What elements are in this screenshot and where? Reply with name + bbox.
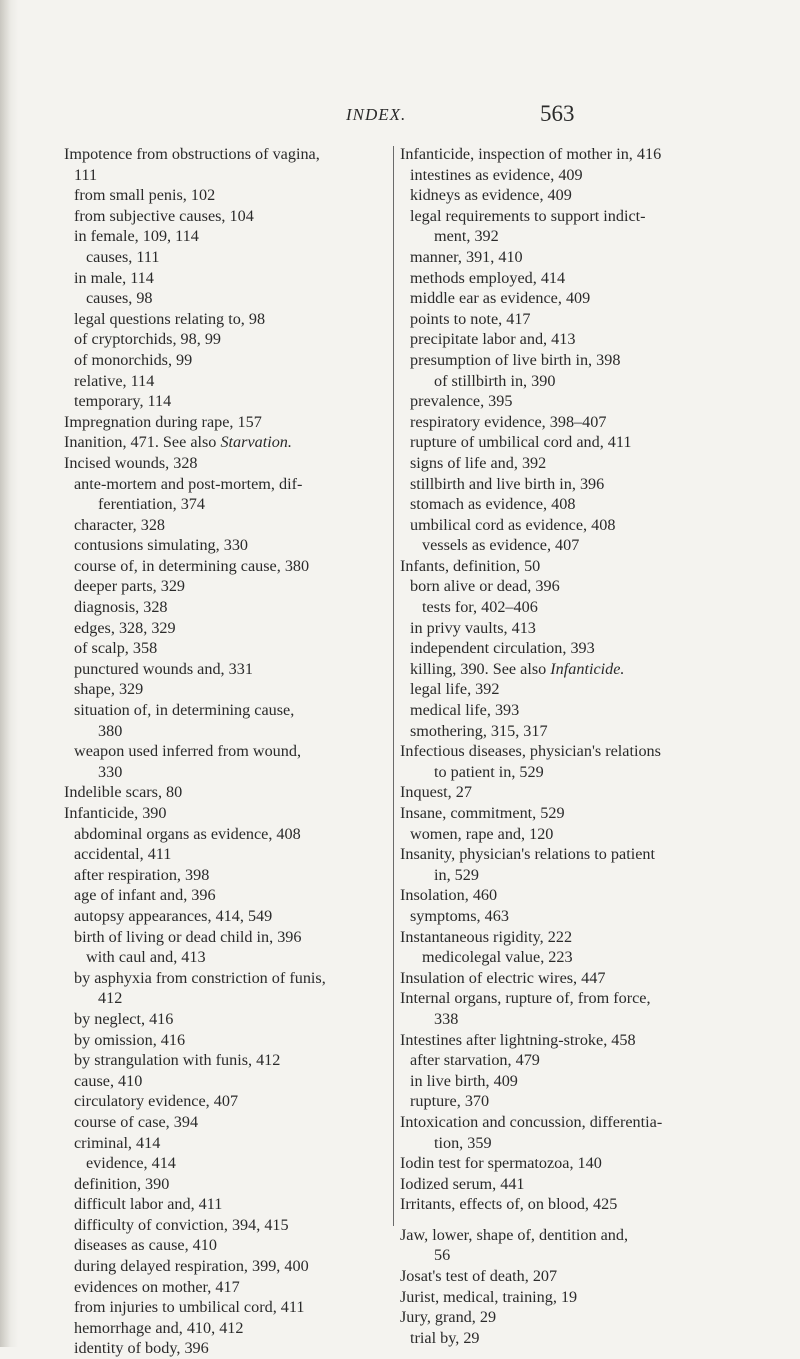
- index-entry-text: methods employed, 414: [410, 268, 566, 287]
- index-entry: [64, 679, 409, 700]
- index-entry-text: in female, 109, 114: [74, 227, 199, 246]
- index-entry-text: causes, 98: [86, 289, 153, 308]
- index-entry: [64, 927, 409, 948]
- index-entry: [64, 844, 409, 865]
- running-title: INDEX.: [346, 105, 407, 124]
- index-entry-text: stillbirth and live birth in, 396: [410, 474, 605, 493]
- index-entry: [64, 391, 409, 412]
- index-entry: [64, 247, 409, 268]
- index-entry-text: Jurist, medical, training, 19: [400, 1287, 578, 1306]
- index-entry: [64, 1318, 409, 1339]
- index-entry: [400, 247, 750, 268]
- index-entry: [64, 947, 409, 968]
- index-entry-text: abdominal organs as evidence, 408: [74, 824, 301, 843]
- index-entry: [64, 329, 409, 350]
- index-entry: [64, 412, 409, 433]
- index-entry-text: age of infant and, 396: [74, 886, 216, 905]
- index-entry: [400, 721, 750, 742]
- index-entry-text: tion, 359: [434, 1133, 492, 1152]
- index-entry: [400, 1133, 750, 1154]
- index-entry: [64, 1297, 409, 1318]
- index-entry: [400, 1153, 750, 1174]
- index-entry-text: signs of life and, 392: [410, 453, 547, 472]
- index-entry-text: Intestines after lightning-stroke, 458: [400, 1030, 636, 1049]
- index-entry-text: course of, in determining cause, 380: [74, 556, 310, 575]
- index-column-left: [64, 144, 409, 1359]
- index-entry-text: of stillbirth in, 390: [434, 371, 556, 390]
- index-entry-text: trial by, 29: [410, 1328, 480, 1347]
- index-entry: [400, 1091, 750, 1112]
- index-entry-text: Infants, definition, 50: [400, 556, 541, 575]
- index-entry: [400, 185, 750, 206]
- index-entry: [64, 1091, 409, 1112]
- column-divider: [393, 146, 394, 1226]
- index-entry-text: 56: [434, 1246, 451, 1265]
- index-entry-text: in, 529: [434, 865, 479, 884]
- index-entry-text: by strangulation with funis, 412: [74, 1051, 281, 1070]
- index-entry: [400, 1112, 750, 1133]
- index-entry-text: women, rape and, 120: [410, 824, 554, 843]
- index-entry-text: Incised wounds, 328: [64, 453, 198, 472]
- index-entry-text: manner, 391, 410: [410, 247, 523, 266]
- index-entry: [64, 474, 409, 495]
- index-entry: [64, 226, 409, 247]
- index-entry-text: with caul and, 413: [86, 948, 206, 967]
- index-entry-text: stomach as evidence, 408: [410, 495, 576, 514]
- index-entry-text: Iodin test for spermatozoa, 140: [400, 1154, 602, 1173]
- index-entry-text: Insulation of electric wires, 447: [400, 968, 606, 987]
- index-entry: [400, 576, 750, 597]
- index-entry-text: legal requirements to support indict-: [410, 206, 646, 225]
- index-entry-text: Intoxication and concussion, differentia-: [400, 1112, 663, 1131]
- index-entry: [400, 844, 750, 865]
- index-entry-text: Josat's test of death, 207: [400, 1267, 558, 1286]
- index-entry-text: intestines as evidence, 409: [410, 165, 583, 184]
- index-entry: [64, 432, 409, 453]
- index-entry-text: Jury, grand, 29: [400, 1308, 497, 1327]
- index-entry: [64, 1235, 409, 1256]
- index-entry-text: accidental, 411: [74, 845, 172, 864]
- index-entry: [400, 597, 750, 618]
- index-entry: [64, 535, 409, 556]
- index-entry: [400, 638, 750, 659]
- index-entry: [400, 1225, 750, 1246]
- index-entry: [64, 288, 409, 309]
- index-entry-text: evidences on mother, 417: [74, 1277, 240, 1296]
- index-entry: [64, 309, 409, 330]
- index-entry-text: by neglect, 416: [74, 1009, 174, 1028]
- index-entry-text: circulatory evidence, 407: [74, 1092, 239, 1111]
- index-entry-text: deeper parts, 329: [74, 577, 186, 596]
- index-entry-text: hemorrhage and, 410, 412: [74, 1318, 244, 1337]
- index-entry-text: by omission, 416: [74, 1030, 186, 1049]
- index-entry: [400, 1328, 750, 1349]
- index-entry-text: weapon used inferred from wound,: [74, 742, 302, 761]
- index-entry-text: ment, 392: [434, 227, 499, 246]
- index-entry: [400, 535, 750, 556]
- index-entry-text: independent circulation, 393: [410, 639, 595, 658]
- index-entry-text: criminal, 414: [74, 1133, 161, 1152]
- index-entry: [400, 329, 750, 350]
- index-entry: [64, 268, 409, 289]
- index-entry: [400, 906, 750, 927]
- index-entry: [64, 576, 409, 597]
- index-entry-text: from small penis, 102: [74, 186, 216, 205]
- index-entry-text: Internal organs, rupture of, from force,: [400, 989, 651, 1008]
- index-entry: [400, 144, 750, 165]
- index-entry-text: 380: [98, 721, 123, 740]
- index-entry-text: kidneys as evidence, 409: [410, 186, 572, 205]
- index-entry-text: Iodized serum, 441: [400, 1174, 525, 1193]
- index-entry: [400, 618, 750, 639]
- index-entry: [400, 432, 750, 453]
- index-entry: [400, 803, 750, 824]
- index-entry: [400, 1194, 750, 1215]
- index-entry-text: tests for, 402–406: [422, 598, 538, 617]
- index-entry-text: Impregnation during rape, 157: [64, 412, 262, 431]
- index-entry: [64, 1194, 409, 1215]
- index-entry: [64, 782, 409, 803]
- index-entry: [400, 741, 750, 762]
- index-entry-text: born alive or dead, 396: [410, 577, 560, 596]
- index-entry: [400, 865, 750, 886]
- index-entry: [400, 474, 750, 495]
- index-entry-text: 330: [98, 762, 123, 781]
- index-entry-text: in privy vaults, 413: [410, 618, 536, 637]
- index-entry: [400, 515, 750, 536]
- index-entry-text: 111: [74, 165, 98, 184]
- index-entry: [400, 226, 750, 247]
- index-entry-text: 338: [434, 1009, 459, 1028]
- index-entry: [64, 803, 409, 824]
- index-entry: [64, 741, 409, 762]
- index-entry: [400, 947, 750, 968]
- index-entry-text: during delayed respiration, 399, 400: [74, 1257, 309, 1276]
- index-entry: [400, 1307, 750, 1328]
- index-entry-text: course of case, 394: [74, 1112, 199, 1131]
- page-edge-shadow: [0, 0, 18, 1347]
- index-entry-text: symptoms, 463: [410, 906, 509, 925]
- index-entry-text: causes, 111: [86, 247, 160, 266]
- index-entry: [64, 1174, 409, 1195]
- index-entry-text: evidence, 414: [86, 1154, 176, 1173]
- index-entry: [400, 371, 750, 392]
- index-entry: [64, 515, 409, 536]
- index-entry: [400, 927, 750, 948]
- index-entry: [400, 268, 750, 289]
- index-entry-text: respiratory evidence, 398–407: [410, 412, 607, 431]
- index-entry: [64, 1153, 409, 1174]
- index-entry: [64, 906, 409, 927]
- index-entry: [64, 1133, 409, 1154]
- index-entry-text: character, 328: [74, 515, 166, 534]
- index-entry: [64, 618, 409, 639]
- index-entry-text: rupture, 370: [410, 1092, 490, 1111]
- page-header: [0, 101, 800, 135]
- index-entry: [400, 494, 750, 515]
- index-entry: [64, 1256, 409, 1277]
- index-entry-text: killing, 390. See also: [410, 659, 551, 678]
- index-entry: [64, 494, 409, 515]
- index-entry-text: Insane, commitment, 529: [400, 804, 565, 822]
- index-entry: [400, 1009, 750, 1030]
- index-entry-text: Jaw, lower, shape of, dentition and,: [400, 1225, 629, 1244]
- index-entry-text: medicolegal value, 223: [422, 948, 573, 967]
- index-entry: [64, 721, 409, 742]
- index-entry-text: Infanticide, inspection of mother in, 416: [400, 145, 662, 163]
- index-entry: [400, 679, 750, 700]
- index-entry-text: Inquest, 27: [400, 783, 472, 802]
- index-entry-text: birth of living or dead child in, 396: [74, 927, 302, 946]
- index-entry-text: Insanity, physician's relations to patient: [400, 845, 655, 864]
- index-entry-text: definition, 390: [74, 1174, 170, 1193]
- index-entry: [64, 700, 409, 721]
- index-entry-text: diseases as cause, 410: [74, 1236, 217, 1255]
- index-entry-text: temporary, 114: [74, 392, 172, 411]
- index-entry: [400, 659, 750, 680]
- index-entry-text: medical life, 393: [410, 701, 520, 720]
- index-entry: [400, 1266, 750, 1287]
- page-number: 563: [540, 101, 575, 126]
- index-entry-text: middle ear as evidence, 409: [410, 289, 591, 308]
- index-entry-text: cause, 410: [74, 1071, 143, 1090]
- index-entry: [400, 1030, 750, 1051]
- index-entry: [400, 165, 750, 186]
- index-entry: [64, 865, 409, 886]
- index-entry-text: Impotence from obstructions of vagina,: [64, 145, 320, 163]
- index-entry: [64, 165, 409, 186]
- index-entry-text: after starvation, 479: [410, 1051, 540, 1070]
- index-entry-text: presumption of live birth in, 398: [410, 350, 621, 369]
- index-entry-text: punctured wounds and, 331: [74, 659, 253, 678]
- index-entry-text: Indelible scars, 80: [64, 783, 183, 802]
- index-entry-text: legal questions relating to, 98: [74, 309, 266, 328]
- index-entry-text: 412: [98, 989, 123, 1008]
- index-entry-text: in male, 114: [74, 268, 154, 287]
- index-entry-text: smothering, 315, 317: [410, 721, 548, 740]
- index-entry-text: autopsy appearances, 414, 549: [74, 906, 273, 925]
- index-entry-text: contusions simulating, 330: [74, 536, 249, 555]
- index-entry: [64, 824, 409, 845]
- index-entry: [400, 968, 750, 989]
- index-entry-text: Inanition, 471. See also: [64, 433, 221, 452]
- index-entry-text: rupture of umbilical cord and, 411: [410, 433, 632, 452]
- index-entry: [400, 1287, 750, 1308]
- index-entry: [64, 556, 409, 577]
- index-entry: [400, 885, 750, 906]
- index-entry: [64, 144, 409, 165]
- index-entry-text: edges, 328, 329: [74, 618, 176, 637]
- index-entry: [64, 1030, 409, 1051]
- index-entry: [64, 638, 409, 659]
- index-entry: [400, 1174, 750, 1195]
- index-entry: [400, 1050, 750, 1071]
- index-entry-text: vessels as evidence, 407: [422, 536, 580, 555]
- index-entry: [64, 597, 409, 618]
- index-entry-text: Infanticide, 390: [64, 804, 167, 822]
- index-entry: [64, 1071, 409, 1092]
- index-entry: [64, 988, 409, 1009]
- index-entry: [400, 1245, 750, 1266]
- index-entry-text: Instantaneous rigidity, 222: [400, 927, 573, 946]
- index-entry: [400, 1071, 750, 1092]
- index-entry: [400, 556, 750, 577]
- index-entry: [64, 1009, 409, 1030]
- index-column-right: [400, 144, 750, 1348]
- index-entry-text: identity of body, 396: [74, 1339, 209, 1358]
- index-entry: [64, 1215, 409, 1236]
- index-entry: [64, 371, 409, 392]
- index-entry: [64, 350, 409, 371]
- index-entry: [64, 185, 409, 206]
- index-entry: [400, 412, 750, 433]
- index-entry: [400, 288, 750, 309]
- index-entry-text: to patient in, 529: [434, 762, 544, 781]
- index-entry-text: legal life, 392: [410, 680, 500, 699]
- index-entry: [400, 700, 750, 721]
- index-entry: [64, 968, 409, 989]
- index-entry: [64, 1112, 409, 1133]
- index-entry: [400, 453, 750, 474]
- index-entry: [400, 350, 750, 371]
- index-cross-reference: Starvation.: [220, 433, 292, 452]
- index-entry: [64, 1050, 409, 1071]
- index-entry: [400, 206, 750, 227]
- index-entry: [64, 885, 409, 906]
- index-entry-text: Infectious diseases, physician's relations: [400, 742, 661, 761]
- index-entry-text: prevalence, 395: [410, 392, 513, 411]
- index-entry-text: in live birth, 409: [410, 1071, 518, 1090]
- index-entry-text: diagnosis, 328: [74, 598, 168, 617]
- index-entry: [64, 206, 409, 227]
- index-entry-text: Irritants, effects of, on blood, 425: [400, 1195, 618, 1214]
- index-entry-text: situation of, in determining cause,: [74, 701, 295, 720]
- index-entry: [400, 762, 750, 783]
- index-entry: [64, 659, 409, 680]
- index-entry-text: of cryptorchids, 98, 99: [74, 330, 222, 349]
- index-entry: [64, 1338, 409, 1359]
- index-entry: [400, 988, 750, 1009]
- index-entry-text: from subjective causes, 104: [74, 206, 254, 225]
- index-entry-text: difficulty of conviction, 394, 415: [74, 1215, 289, 1234]
- index-entry: [64, 762, 409, 783]
- index-entry-text: precipitate labor and, 413: [410, 330, 576, 349]
- index-entry: [400, 391, 750, 412]
- index-entry-text: shape, 329: [74, 680, 144, 699]
- index-entry: [400, 824, 750, 845]
- index-entry: [64, 453, 409, 474]
- index-entry-text: umbilical cord as evidence, 408: [410, 515, 616, 534]
- index-entry: [64, 1277, 409, 1298]
- index-entry-text: ante-mortem and post-mortem, dif-: [74, 474, 303, 493]
- index-entry-text: by asphyxia from constriction of funis,: [74, 968, 326, 987]
- index-entry-text: after respiration, 398: [74, 865, 210, 884]
- index-entry-text: difficult labor and, 411: [74, 1195, 223, 1214]
- index-entry-text: of monorchids, 99: [74, 350, 193, 369]
- index-cross-reference: Infanticide.: [550, 659, 625, 678]
- index-entry: [400, 782, 750, 803]
- index-entry-text: Insolation, 460: [400, 886, 498, 905]
- index-entry-text: points to note, 417: [410, 309, 531, 328]
- index-entry: [400, 309, 750, 330]
- index-entry-text: of scalp, 358: [74, 639, 158, 658]
- index-entry-text: from injuries to umbilical cord, 411: [74, 1298, 305, 1317]
- index-entry-text: relative, 114: [74, 371, 155, 390]
- index-entry-text: ferentiation, 374: [98, 495, 205, 514]
